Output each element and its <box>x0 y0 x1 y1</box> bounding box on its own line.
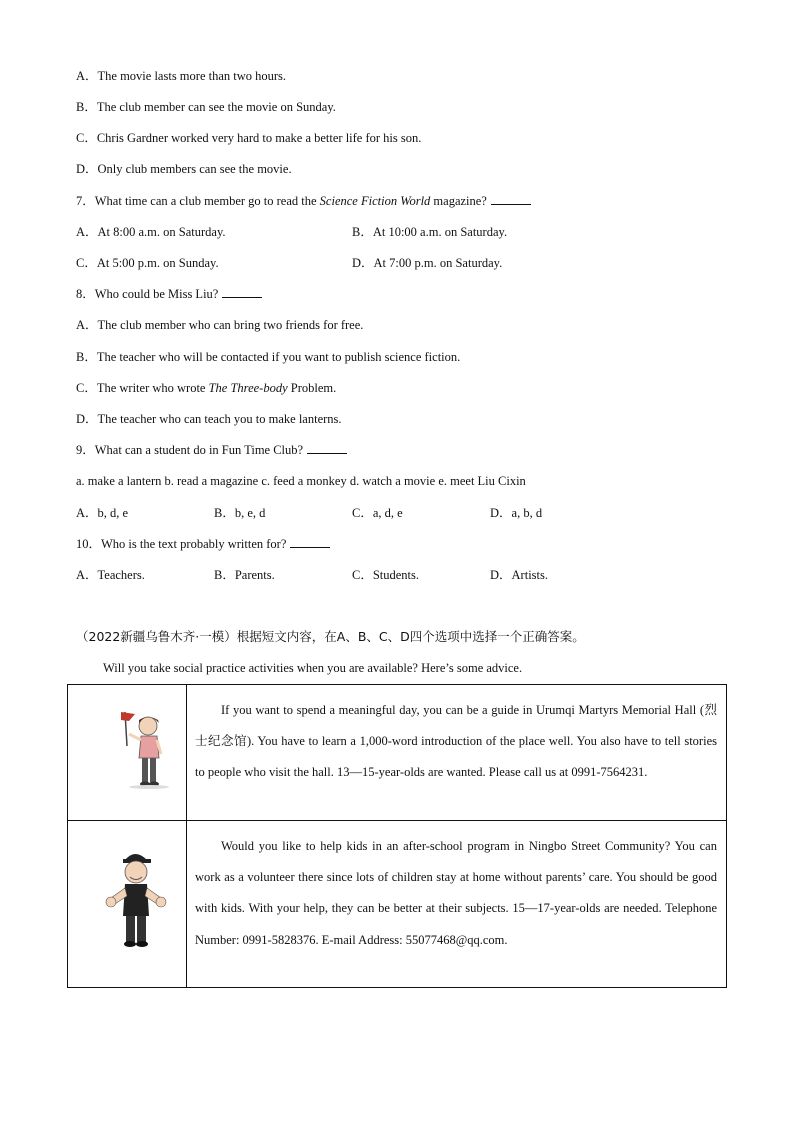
guide-ad-body: If you want to spend a meaningful day, you can be a guide in Urumqi Martyrs Memorial Hall (烈士纪念馆). You have to learn a 1,000-word introduction of the place well. You also have to tell stories to people who visit the hall. 13—15-year-olds are wanted. Please call us at 0991-7564231. <box>195 703 717 780</box>
answer-blank <box>290 536 330 548</box>
q9-stem-text: 9．What can a student do in Fun Time Club? <box>76 443 304 457</box>
q6-option-d: D．Only club members can see the movie. <box>76 162 292 176</box>
volunteer-ad-text <box>187 821 727 988</box>
q7-option-a: A．At 8:00 a.m. on Saturday. <box>76 225 226 239</box>
boy-thumbs-up-illustration <box>69 822 185 978</box>
q8-stem <box>76 286 262 302</box>
q9-option-c: C．a, d, e <box>352 506 403 520</box>
q6-option-b: B．The club member can see the movie on Sunday. <box>76 100 336 114</box>
q7-stem-pre: 7．What time can a club member go to read the <box>76 194 320 208</box>
volunteer-ad-body: Would you like to help kids in an after-school program in Ningbo Street Community? You can work as a volunteer there since lots of children stay at home without parents’ care. You should be good with kids. With your help, they can be better at their subjects. 15—17-year-olds are needed. Telephone Number: 0991-5828376. E-mail Address: 55077468@qq.com. <box>195 839 717 947</box>
q7-option-c: C．At 5:00 p.m. on Sunday. <box>76 256 219 270</box>
q8-option-c-post: Problem. <box>287 381 337 395</box>
q9-option-a: A．b, d, e <box>76 506 129 520</box>
answer-blank <box>222 286 262 298</box>
advice-table <box>67 684 727 988</box>
section-header: （2022新疆乌鲁木齐·一模）根据短文内容，在A、B、C、D四个选项中选择一个正确答案。 <box>76 629 585 644</box>
q8-option-b: B．The teacher who will be contacted if you want to publish science fiction. <box>76 350 461 364</box>
q7-stem-italic: Science Fiction World <box>319 194 431 208</box>
answer-blank <box>307 442 347 454</box>
table-row <box>68 821 727 988</box>
q8-option-c <box>76 380 336 396</box>
q10-stem <box>76 536 330 552</box>
q9-items: a. make a lantern b. read a magazine c. feed a monkey d. watch a movie e. meet Liu Cixin <box>76 474 526 488</box>
q7-option-d: D．At 7:00 p.m. on Saturday. <box>352 256 503 270</box>
guide-ad-text <box>187 685 727 821</box>
q8-option-c-italic: The Three-body <box>208 381 288 395</box>
q7-option-b: B．At 10:00 a.m. on Saturday. <box>352 225 508 239</box>
volunteer-illustration-cell <box>68 821 187 988</box>
q9-option-b: B．b, e, d <box>214 506 266 520</box>
q9-option-d: D．a, b, d <box>490 506 543 520</box>
q8-option-d: D．The teacher who can teach you to make lanterns. <box>76 412 342 426</box>
table-row <box>68 685 727 821</box>
q7-stem <box>76 193 531 209</box>
answer-blank <box>491 193 531 205</box>
girl-with-flag-illustration <box>69 686 185 811</box>
q10-option-d: D．Artists. <box>490 568 548 582</box>
q10-option-b: B．Parents. <box>214 568 275 582</box>
q10-option-c: C．Students. <box>352 568 420 582</box>
q8-option-c-pre: C．The writer who wrote <box>76 381 209 395</box>
q10-option-a: A．Teachers. <box>76 568 145 582</box>
q7-stem-post: magazine? <box>430 194 487 208</box>
section-intro: Will you take social practice activities when you are available? Here’s some advice. <box>103 661 523 675</box>
q6-option-a: A．The movie lasts more than two hours. <box>76 69 287 83</box>
q6-option-c: C．Chris Gardner worked very hard to make a better life for his son. <box>76 131 422 145</box>
q10-stem-text: 10．Who is the text probably written for? <box>76 537 287 551</box>
q9-stem <box>76 442 347 458</box>
guide-illustration-cell <box>68 685 187 821</box>
q8-option-a: A．The club member who can bring two friends for free. <box>76 318 364 332</box>
q8-stem-text: 8．Who could be Miss Liu? <box>76 287 219 301</box>
